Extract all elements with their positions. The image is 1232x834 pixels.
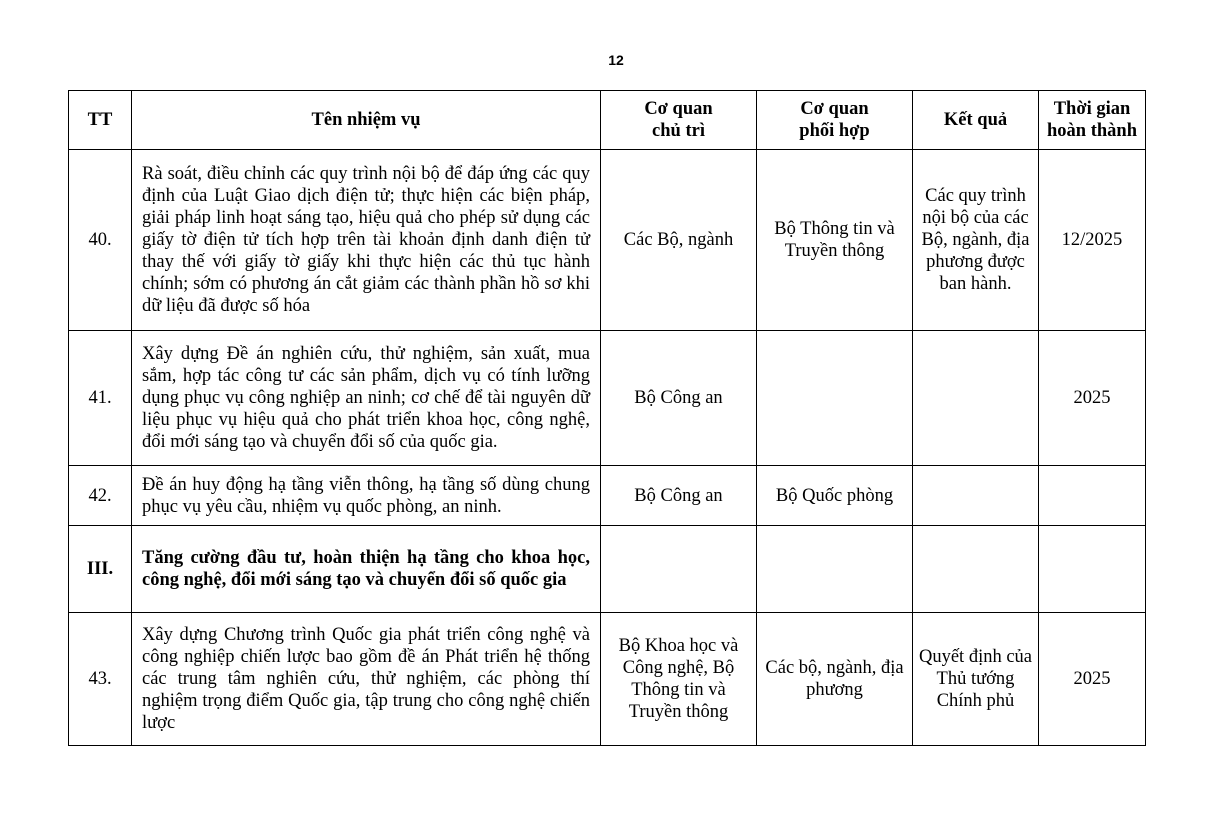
table-header-row (69, 91, 1146, 150)
header-coordinating-agency (757, 91, 913, 150)
coordinating-agency: Bộ Thông tin và Truyền thông (757, 150, 913, 331)
header-tt: TT (69, 91, 132, 150)
header-deadline-line1: Thời gian (1053, 99, 1131, 119)
header-deadline (1039, 91, 1146, 150)
header-task-name: Tên nhiệm vụ (132, 91, 601, 150)
row-number: 43. (69, 613, 132, 746)
header-coord-line1: Cơ quan (800, 99, 869, 119)
lead-agency: Bộ Công an (601, 466, 757, 526)
coordinating-agency (757, 331, 913, 466)
result: Quyết định của Thủ tướng Chính phủ (913, 613, 1039, 746)
result: Các quy trình nội bộ của các Bộ, ngành, địa phương được ban hành. (913, 150, 1039, 331)
deadline (1039, 466, 1146, 526)
coordinating-agency (757, 526, 913, 613)
lead-agency: Các Bộ, ngành (601, 150, 757, 331)
row-number: 40. (69, 150, 132, 331)
task-name: Rà soát, điều chỉnh các quy trình nội bộ để đáp ứng các quy định của Luật Giao dịch điện tử; thực hiện các biện pháp, giải pháp linh hoạt sáng tạo, hiệu quả cho phép sử dụng các giấy tờ điện tử tích hợp trên tài khoản định danh điện tử thay thế với giấy tờ giấy khi thực hiện các thủ tục hành chính; sớm có phương án cắt giảm các thành phần hồ sơ khi dữ liệu đã được số hóa (132, 150, 601, 331)
header-lead-line1: Cơ quan (644, 99, 713, 119)
table-row (69, 331, 1146, 466)
section-heading-row (69, 526, 1146, 613)
section-title: Tăng cường đầu tư, hoàn thiện hạ tầng cho khoa học, công nghệ, đổi mới sáng tạo và chuyển đổi số quốc gia (132, 526, 601, 613)
row-number: 41. (69, 331, 132, 466)
coordinating-agency: Bộ Quốc phòng (757, 466, 913, 526)
page-number: 12 (608, 52, 624, 68)
result (913, 331, 1039, 466)
deadline: 12/2025 (1039, 150, 1146, 331)
lead-agency (601, 526, 757, 613)
table-row (69, 150, 1146, 331)
task-name: Đề án huy động hạ tầng viễn thông, hạ tầng số dùng chung phục vụ yêu cầu, nhiệm vụ quốc phòng, an ninh. (132, 466, 601, 526)
deadline (1039, 526, 1146, 613)
table-row (69, 613, 1146, 746)
coordinating-agency: Các bộ, ngành, địa phương (757, 613, 913, 746)
lead-agency: Bộ Công an (601, 331, 757, 466)
deadline: 2025 (1039, 613, 1146, 746)
header-result: Kết quả (913, 91, 1039, 150)
header-lead-line2: chủ trì (652, 121, 705, 141)
result (913, 526, 1039, 613)
deadline: 2025 (1039, 331, 1146, 466)
header-coord-line2: phối hợp (799, 121, 870, 141)
header-deadline-line2: hoàn thành (1047, 121, 1137, 141)
lead-agency: Bộ Khoa học và Công nghệ, Bộ Thông tin và Truyền thông (601, 613, 757, 746)
result (913, 466, 1039, 526)
table-row (69, 466, 1146, 526)
task-name: Xây dựng Đề án nghiên cứu, thử nghiệm, sản xuất, mua sắm, hợp tác công tư các sản phẩm, dịch vụ có tính lưỡng dụng phục vụ công nghiệp an ninh; cơ chế để tài nguyên dữ liệu phục vụ hiệu quả cho phát triển khoa học, công nghệ, đổi mới sáng tạo và chuyển đổi số của quốc gia. (132, 331, 601, 466)
row-number: 42. (69, 466, 132, 526)
task-name: Xây dựng Chương trình Quốc gia phát triển công nghệ và công nghiệp chiến lược bao gồm đề án Phát triển hệ thống các trung tâm nghiên cứu, thử nghiệm, các phòng thí nghiệm trọng điểm Quốc gia, tập trung cho công nghệ chiến lược (132, 613, 601, 746)
section-number: III. (69, 526, 132, 613)
header-lead-agency (601, 91, 757, 150)
task-table (68, 90, 1146, 746)
